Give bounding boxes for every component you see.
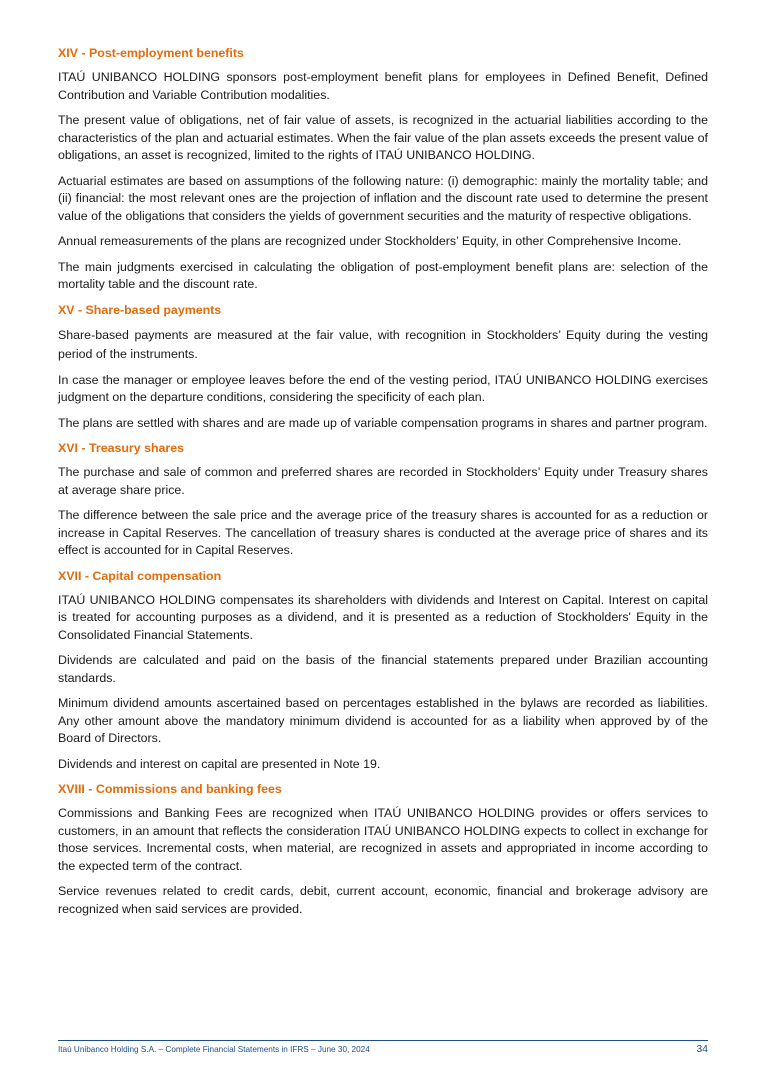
section-title: XV - Share-based payments (58, 302, 222, 317)
paragraph: Service revenues related to credit cards, debit, current account, economic, financial and brokerage advisory are recognized when said services are provided. (58, 884, 708, 916)
section-commissions-banking-fees (58, 781, 708, 918)
paragraph: Dividends are calculated and paid on the basis of the financial statements prepared under Brazilian accounting standards. (58, 653, 708, 685)
paragraph: The present value of obligations, net of fair value of assets, is recognized in the actuarial liabilities according to the characteristics of the plan and actuarial estimates. When the fair value of the plan assets exceeds the present value of obligations, an asset is recognized, limited to the rights of ITAÚ UNIBANCO HOLDING. (58, 113, 708, 162)
document-body (58, 45, 708, 926)
paragraph: In case the manager or employee leaves before the end of the vesting period, ITAÚ UNIBANCO HOLDING exercises judgment on the departure conditions, considering the specificity of each plan. (58, 372, 708, 404)
section-capital-compensation (58, 568, 708, 774)
paragraph: The main judgments exercised in calculating the obligation of post-employment benefit plans are: selection of the mortality table and the discount rate. (58, 259, 708, 291)
page-footer (58, 1040, 708, 1060)
section-title: XIV - Post-employment benefits (58, 46, 244, 60)
page-number: 34 (696, 1043, 708, 1055)
section-share-based-payments (58, 302, 708, 433)
section-treasury-shares (58, 440, 708, 560)
paragraph: The purchase and sale of common and preferred shares are recorded in Stockholders’ Equity under Treasury shares at average share price. (58, 465, 708, 497)
paragraph: The difference between the sale price and the average price of the treasury shares is accounted for as a reduction or increase in Capital Reserves. The cancellation of treasury shares is conducted at the average price of shares and its effect is accounted for in Capital Reserves. (58, 508, 708, 557)
section-title: XVI - Treasury shares (58, 441, 185, 455)
paragraph: ITAÚ UNIBANCO HOLDING sponsors post-employment benefit plans for employees in Defined Benefit, Defined Contribution and Variable Contribution modalities. (58, 70, 708, 102)
paragraph: Actuarial estimates are based on assumptions of the following nature: (i) demographic: mainly the mortality table; and (ii) financial: the most relevant ones are the projection of inflation and the discount rate used to determine the present value of the obligations that considers the yields of government securities and the maturity of respective obligations. (58, 173, 708, 223)
paragraph: Dividends and interest on capital are presented in Note 19. (58, 756, 381, 771)
footer-text: Itaú Unibanco Holding S.A. – Complete Financial Statements in IFRS – June 30, 2024 (58, 1045, 370, 1054)
section-title: XVII - Capital compensation (58, 568, 222, 583)
paragraph: Share-based payments are measured at the fair value, with recognition in Stockholders’ Equity during the vesting period of the instruments. (58, 327, 708, 361)
paragraph: The plans are settled with shares and are made up of variable compensation programs in shares and partner program. (58, 415, 708, 430)
paragraph: ITAÚ UNIBANCO HOLDING compensates its shareholders with dividends and Interest on Capital. Interest on capital is treated for accounting purposes as a dividend, and it is presented as a reduction of Stockholders' Equity in the Consolidated Financial Statements. (58, 592, 708, 642)
paragraph: Annual remeasurements of the plans are recognized under Stockholders’ Equity, in other Comprehensive Income. (58, 234, 682, 248)
section-post-employment-benefits (58, 45, 708, 294)
paragraph: Minimum dividend amounts ascertained based on percentages established in the bylaws are recorded as liabilities. Any other amount above the mandatory minimum dividend is accounted for as a liability when approved by of the Board of Directors. (58, 696, 708, 745)
paragraph: Commissions and Banking Fees are recognized when ITAÚ UNIBANCO HOLDING provides or offers services to customers, in an amount that reflects the consideration ITAÚ UNIBANCO HOLDING expects to collect in exchange for those services. Incremental costs, when material, are recognized in assets and appropriated in income according to the expected term of the contract. (58, 806, 708, 873)
section-title: XVIII - Commissions and banking fees (58, 782, 282, 796)
